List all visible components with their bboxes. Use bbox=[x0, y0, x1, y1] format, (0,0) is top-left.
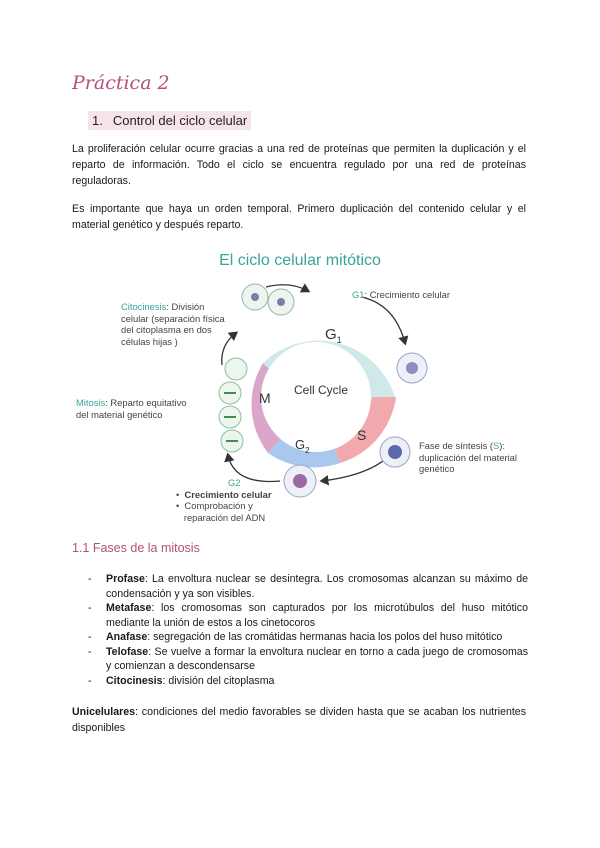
label-g2: $G_2$ bbox=[295, 437, 310, 455]
label-sintesis: Fase de síntesis (S): duplicación del material genético bbox=[419, 440, 517, 474]
list-item: - Anafase: segregación de las cromátidas hermanas hacia los polos del huso mitótico bbox=[88, 631, 503, 643]
label-mitosis: Mitosis: Reparto equitativo del material genético bbox=[76, 397, 187, 420]
list-item: - Profase: La envoltura nuclear se desintegra. Los cromosomas alcanzan su máximo de condensación y ya son visibles. bbox=[88, 573, 528, 600]
list-item: - Telofase: Se vuelve a formar la envoltura nuclear en torno a cada juego de cromosomas y comienzan a descondensarse bbox=[88, 645, 528, 672]
paragraph-2: Es importante que haya un orden temporal. Primero duplicación del contenido celular y el material genético y después reparto. bbox=[72, 203, 526, 231]
label-g2: G2 • Crecimiento celular • Comprobación y reparación del ADN bbox=[176, 477, 272, 523]
diagram-title: El ciclo celular mitótico bbox=[219, 252, 381, 269]
arrow-g1-s bbox=[362, 297, 405, 343]
list-item: - Citocinesis: división del citoplasma bbox=[88, 674, 275, 687]
section-label: Control del ciclo celular bbox=[112, 113, 248, 128]
section-number: 1. bbox=[92, 113, 103, 128]
label-m: M bbox=[259, 390, 271, 406]
page-title: Práctica 2 bbox=[72, 72, 170, 94]
label-citocinesis: Citocinesis: División celular (separación física del citoplasma en dos células hijas ) bbox=[121, 301, 225, 347]
cell-g1 bbox=[397, 353, 427, 383]
label-g1-growth: G1: Crecimiento celular bbox=[352, 289, 450, 300]
paragraph-unicelulares: Unicelulares: condiciones del medio favorables se dividen hasta que se acaban los nutrientes disponibles bbox=[72, 706, 526, 734]
list-item: - Metafase: los cromosomas son capturados por los microtúbulos del huso mitótico mediante la unión de estos a los cinetocoros bbox=[88, 602, 528, 629]
section-heading-1-1: 1.1 Fases de la mitosis bbox=[72, 541, 200, 555]
label-g1: $G_1$ bbox=[325, 326, 342, 345]
mitosis-phases-list bbox=[88, 572, 528, 688]
section-heading-1 bbox=[88, 111, 251, 130]
cell-mitosis-stack bbox=[219, 358, 247, 452]
cell-s bbox=[380, 437, 410, 467]
label-s: S bbox=[357, 427, 367, 443]
cell-cycle-center: Cell Cycle bbox=[293, 383, 349, 397]
paragraph-1: La proliferación celular ocurre gracias a una red de proteínas que permiten la duplicación y el reparto de información. Todo el ciclo se encuentra regulado por una red de proteínas reguladoras. bbox=[72, 143, 526, 187]
